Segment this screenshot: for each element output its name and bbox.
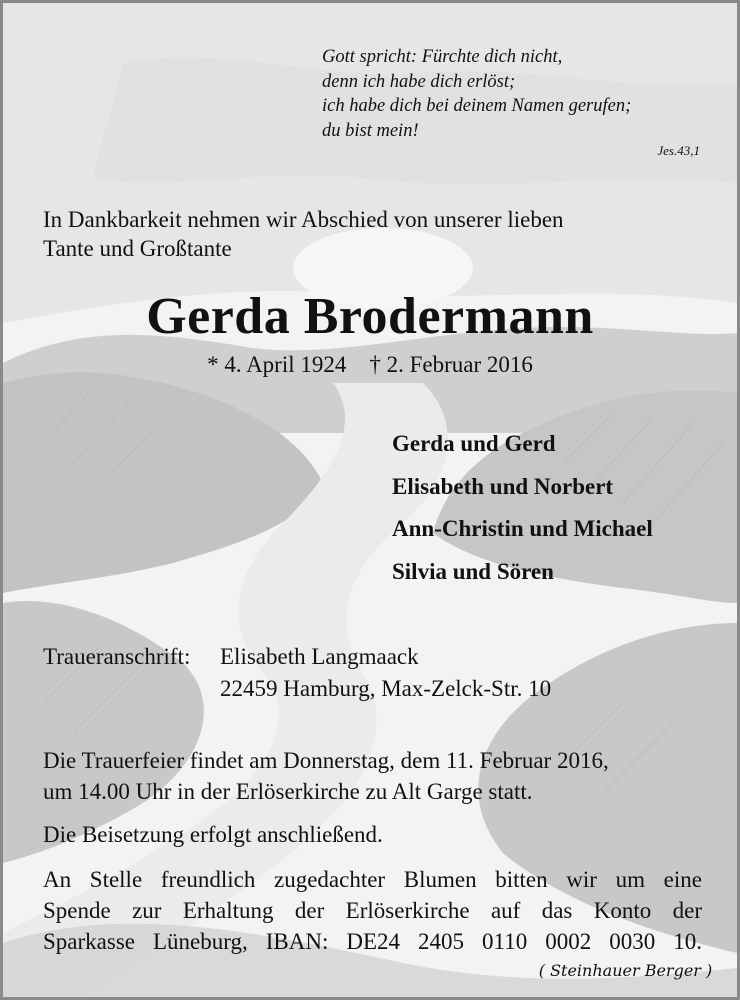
address-name: Elisabeth Langmaack [220, 644, 419, 669]
deceased-name: Gerda Brodermann [146, 288, 594, 345]
address-label: Traueranschrift: [43, 644, 191, 669]
mourner-entry: Silvia und Sören [392, 558, 554, 584]
verse-reference: Jes.43,1 [657, 143, 700, 158]
intro-text [43, 205, 703, 263]
mourning-address [43, 641, 703, 705]
verse-line: denn ich habe dich erlöst; [322, 71, 516, 92]
intro-line: In Dankbarkeit nehmen wir Abschied von unserer lieben [43, 207, 564, 232]
service-line: Die Trauerfeier findet am Donnerstag, dem 11. Februar 2016, [43, 748, 609, 773]
donation-line: An Stelle freundlich zugedachter Blumen bitten wir um eine [43, 867, 702, 892]
donation-line: Sparkasse Lüneburg, IBAN: DE24 2405 0110 0002 0030 10. [43, 929, 702, 954]
mourner-entry: Ann-Christin und Michael [392, 516, 653, 541]
funeral-service-info [43, 745, 703, 807]
bible-verse [322, 45, 712, 143]
intro-line: Tante und Großtante [43, 236, 232, 261]
donation-request [43, 864, 702, 957]
designer-signature: ( Steinhauer Berger ) [538, 961, 713, 980]
burial-info: Die Beisetzung erfolgt anschließend. [43, 822, 383, 847]
life-dates: * 4. April 1924 † 2. Februar 2016 [207, 352, 533, 377]
service-line: um 14.00 Uhr in der Erlöserkirche zu Alt Garge statt. [43, 779, 533, 804]
mourners-list [392, 423, 722, 593]
address-street: 22459 Hamburg, Max-Zelck-Str. 10 [220, 676, 552, 701]
verse-line: du bist mein! [322, 120, 419, 141]
mourner-entry: Gerda und Gerd [392, 431, 556, 456]
verse-line: Gott spricht: Fürchte dich nicht, [322, 47, 563, 67]
verse-line: ich habe dich bei deinem Namen gerufen; [322, 96, 632, 116]
donation-line: Spende zur Erhaltung der Erlöserkirche auf das Konto der [43, 898, 702, 923]
mourner-entry: Elisabeth und Norbert [392, 473, 614, 499]
